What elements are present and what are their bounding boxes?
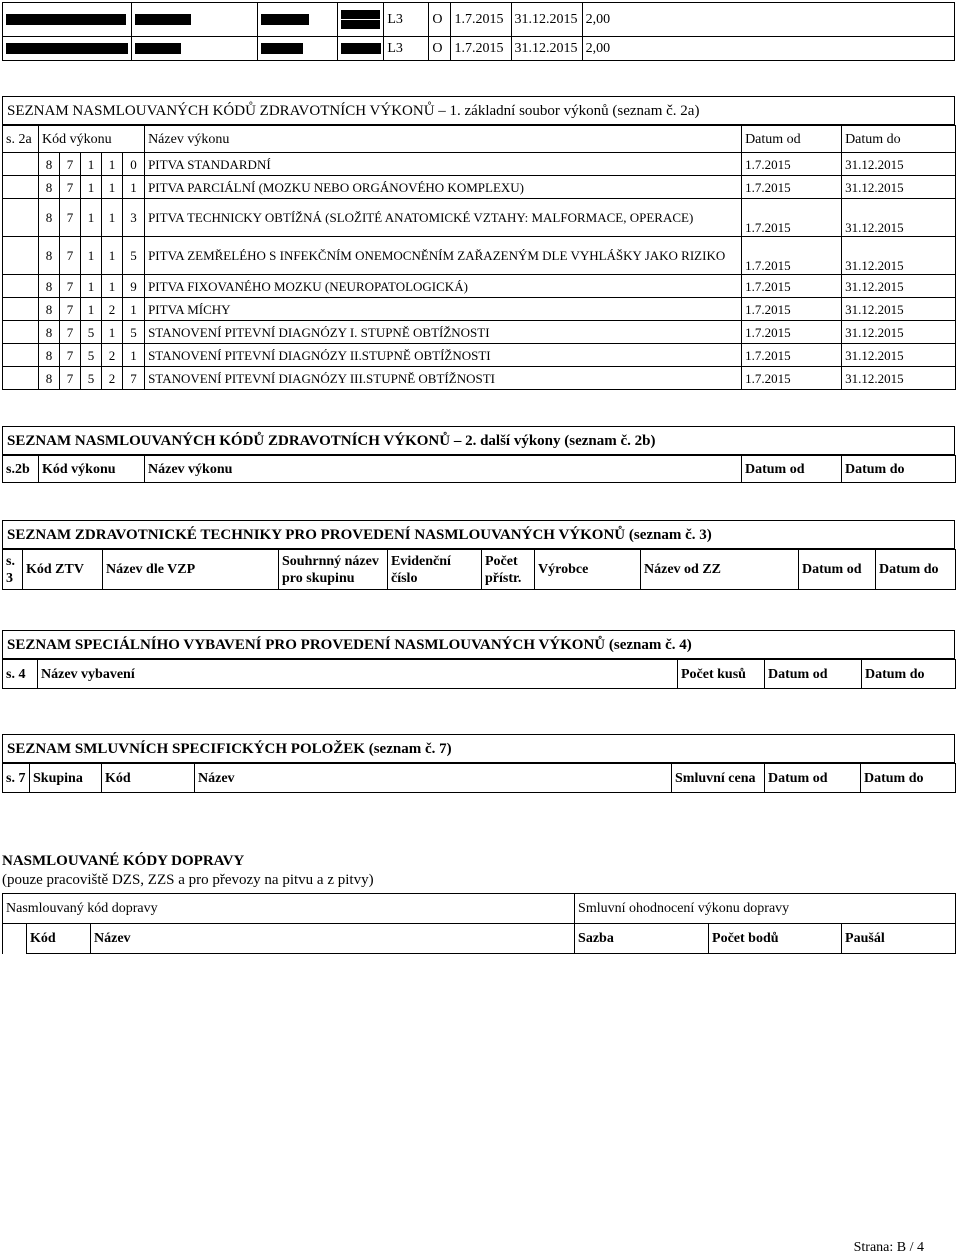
redacted-cell <box>338 3 384 37</box>
row-date-to: 31.12.2015 <box>842 176 956 199</box>
code-digit: 1 <box>102 237 123 275</box>
table-row <box>3 176 956 199</box>
top-from: 1.7.2015 <box>451 37 511 61</box>
row-date-from: 1.7.2015 <box>742 344 842 367</box>
col-name: Název <box>91 924 575 954</box>
col-lump: Paušál <box>842 924 956 954</box>
col-vzp: Název dle VZP <box>103 550 279 590</box>
list-2b-title: SEZNAM NASMLOUVANÝCH KÓDŮ ZDRAVOTNÍCH VÝKONŮ – 2. další výkony (seznam č. 2b) <box>2 426 955 455</box>
code-digit: 1 <box>102 176 123 199</box>
row-date-from: 1.7.2015 <box>742 199 842 237</box>
col-ztv: Kód ZTV <box>23 550 103 590</box>
col-group: Skupina <box>30 764 102 793</box>
col-group: Souhrnný název pro skupinu <box>279 550 388 590</box>
row-date-to: 31.12.2015 <box>842 199 956 237</box>
row-spacer <box>3 153 39 176</box>
code-digit: 7 <box>60 176 81 199</box>
row-date-to: 31.12.2015 <box>842 153 956 176</box>
code-digit: 7 <box>60 153 81 176</box>
col-to: Datum do <box>842 456 956 483</box>
transport-subtitle: (pouze pracoviště DZS, ZZS a pro převozy na pitvu a z pitvy) <box>2 872 374 888</box>
row-name: STANOVENÍ PITEVNÍ DIAGNÓZY II.STUPNĚ OBTÍŽNOSTI <box>145 344 742 367</box>
transport-section <box>2 852 955 954</box>
row-spacer <box>3 176 39 199</box>
redacted-cell <box>132 37 258 61</box>
row-name: PITVA STANDARDNÍ <box>145 153 742 176</box>
list-7-header <box>3 764 956 793</box>
col-name: Název výkonu <box>145 456 742 483</box>
code-digit: 7 <box>60 275 81 298</box>
row-spacer <box>3 344 39 367</box>
redacted-cell <box>3 3 132 37</box>
code-digit: 2 <box>102 298 123 321</box>
code-digit: 7 <box>60 321 81 344</box>
col-s: s. 3 <box>3 550 23 590</box>
code-digit: 8 <box>39 153 60 176</box>
top-row <box>3 3 955 37</box>
code-digit: 5 <box>123 321 145 344</box>
col-s: s. 4 <box>3 660 38 689</box>
code-digit: 1 <box>123 298 145 321</box>
list-4 <box>2 630 955 689</box>
col-name: Název vybavení <box>38 660 678 689</box>
row-name: PITVA PARCIÁLNÍ (MOZKU NEBO ORGÁNOVÉHO KOMPLEXU) <box>145 176 742 199</box>
list-4-title: SEZNAM SPECIÁLNÍHO VYBAVENÍ PRO PROVEDENÍ NASMLOUVANÝCH VÝKONŮ (seznam č. 4) <box>2 630 955 659</box>
code-digit: 1 <box>102 275 123 298</box>
transport-header-left: Nasmlouvaný kód dopravy <box>3 894 575 924</box>
row-name: PITVA TECHNICKY OBTÍŽNÁ (SLOŽITÉ ANATOMICKÉ VZTAHY: MALFORMACE, OPERACE) <box>145 199 742 237</box>
table-row <box>3 367 956 390</box>
col-from: Datum od <box>799 550 876 590</box>
col-name: Název výkonu <box>145 126 742 153</box>
redacted-cell <box>132 3 258 37</box>
top-type: O <box>429 37 451 61</box>
code-digit: 1 <box>102 153 123 176</box>
top-to: 31.12.2015 <box>511 37 582 61</box>
col-count: Počet přístr. <box>482 550 535 590</box>
top-code: L3 <box>384 3 429 37</box>
code-digit: 8 <box>39 199 60 237</box>
table-row <box>3 298 956 321</box>
code-digit: 8 <box>39 176 60 199</box>
list-2b-header <box>3 456 956 483</box>
top-redacted-table <box>2 2 955 61</box>
code-digit: 7 <box>123 367 145 390</box>
col-from: Datum od <box>765 764 861 793</box>
row-date-from: 1.7.2015 <box>742 367 842 390</box>
code-digit: 7 <box>60 298 81 321</box>
row-spacer <box>3 199 39 237</box>
col-from: Datum od <box>765 660 862 689</box>
top-row <box>3 37 955 61</box>
table-row <box>3 199 956 237</box>
list-3-header <box>3 550 956 590</box>
code-digit: 9 <box>123 275 145 298</box>
row-date-from: 1.7.2015 <box>742 237 842 275</box>
row-spacer <box>3 321 39 344</box>
row-name: PITVA FIXOVANÉHO MOZKU (NEUROPATOLOGICKÁ) <box>145 275 742 298</box>
code-digit: 7 <box>60 199 81 237</box>
table-row <box>3 321 956 344</box>
transport-header-right: Smluvní ohodnocení výkonu dopravy <box>575 894 956 924</box>
row-date-to: 31.12.2015 <box>842 298 956 321</box>
top-from: 1.7.2015 <box>451 3 511 37</box>
row-date-to: 31.12.2015 <box>842 275 956 298</box>
col-rate: Sazba <box>575 924 709 954</box>
col-price: Smluvní cena <box>672 764 765 793</box>
col-to: Datum do <box>861 764 956 793</box>
list-2a-header <box>3 126 956 153</box>
code-digit: 5 <box>123 237 145 275</box>
code-digit: 7 <box>60 367 81 390</box>
code-digit: 1 <box>81 199 102 237</box>
list-7-title: SEZNAM SMLUVNÍCH SPECIFICKÝCH POLOŽEK (seznam č. 7) <box>2 734 955 763</box>
col-maker: Výrobce <box>535 550 641 590</box>
transport-columns <box>3 924 956 954</box>
row-spacer <box>3 367 39 390</box>
top-type: O <box>429 3 451 37</box>
top-to: 31.12.2015 <box>511 3 582 37</box>
table-row <box>3 153 956 176</box>
code-digit: 3 <box>123 199 145 237</box>
top-value: 2,00 <box>582 37 954 61</box>
code-digit: 1 <box>81 298 102 321</box>
code-digit: 5 <box>81 344 102 367</box>
col-name: Název <box>195 764 672 793</box>
redacted-cell <box>258 37 338 61</box>
col-code: Kód <box>102 764 195 793</box>
list-2a-title: SEZNAM NASMLOUVANÝCH KÓDŮ ZDRAVOTNÍCH VÝKONŮ – 1. základní soubor výkonů (seznam č. 2a) <box>2 96 955 125</box>
row-spacer <box>3 275 39 298</box>
code-digit: 2 <box>102 367 123 390</box>
redacted-cell <box>338 37 384 61</box>
col-count: Počet kusů <box>678 660 765 689</box>
code-digit: 2 <box>102 344 123 367</box>
row-date-to: 31.12.2015 <box>842 321 956 344</box>
code-digit: 8 <box>39 344 60 367</box>
code-digit: 8 <box>39 275 60 298</box>
row-name: PITVA MÍCHY <box>145 298 742 321</box>
col-code: Kód výkonu <box>39 456 145 483</box>
table-row <box>3 237 956 275</box>
row-name: STANOVENÍ PITEVNÍ DIAGNÓZY I. STUPNĚ OBTÍŽNOSTI <box>145 321 742 344</box>
col-to: Datum do <box>862 660 956 689</box>
col-code: Kód <box>27 924 91 954</box>
top-code: L3 <box>384 37 429 61</box>
row-date-to: 31.12.2015 <box>842 367 956 390</box>
code-digit: 8 <box>39 321 60 344</box>
list-4-header <box>3 660 956 689</box>
col-code: Kód výkonu <box>39 126 145 153</box>
code-digit: 5 <box>81 321 102 344</box>
col-s: s. 2a <box>3 126 39 153</box>
row-name: PITVA ZEMŘELÉHO S INFEKČNÍM ONEMOCNĚNÍM ZAŘAZENÝM DLE VYHLÁŠKY JAKO RIZIKO <box>145 237 742 275</box>
col-from: Datum od <box>742 456 842 483</box>
col-evid: Evidenční číslo <box>388 550 482 590</box>
row-date-from: 1.7.2015 <box>742 298 842 321</box>
table-row <box>3 344 956 367</box>
code-digit: 1 <box>102 199 123 237</box>
row-name: STANOVENÍ PITEVNÍ DIAGNÓZY III.STUPNĚ OBTÍŽNOSTI <box>145 367 742 390</box>
transport-spacer <box>3 924 27 954</box>
list-3 <box>2 520 955 590</box>
transport-title: NASMLOUVANÉ KÓDY DOPRAVY <box>2 853 245 869</box>
list-7 <box>2 734 955 793</box>
row-spacer <box>3 237 39 275</box>
col-zz: Název od ZZ <box>641 550 799 590</box>
row-date-from: 1.7.2015 <box>742 321 842 344</box>
code-digit: 5 <box>81 367 102 390</box>
code-digit: 1 <box>81 275 102 298</box>
col-from: Datum od <box>742 126 842 153</box>
row-date-from: 1.7.2015 <box>742 153 842 176</box>
code-digit: 1 <box>102 321 123 344</box>
list-2a <box>2 96 955 390</box>
code-digit: 7 <box>60 344 81 367</box>
redacted-cell <box>258 3 338 37</box>
code-digit: 7 <box>60 237 81 275</box>
col-to: Datum do <box>842 126 956 153</box>
row-date-from: 1.7.2015 <box>742 275 842 298</box>
code-digit: 8 <box>39 367 60 390</box>
code-digit: 1 <box>123 176 145 199</box>
code-digit: 1 <box>81 176 102 199</box>
list-2a-body <box>3 153 956 390</box>
col-to: Datum do <box>876 550 956 590</box>
code-digit: 0 <box>123 153 145 176</box>
page-number: Strana: B / 4 <box>853 1240 924 1255</box>
code-digit: 1 <box>123 344 145 367</box>
row-date-to: 31.12.2015 <box>842 237 956 275</box>
code-digit: 8 <box>39 298 60 321</box>
col-s: s.2b <box>3 456 39 483</box>
code-digit: 1 <box>81 237 102 275</box>
row-date-to: 31.12.2015 <box>842 344 956 367</box>
code-digit: 8 <box>39 237 60 275</box>
top-value: 2,00 <box>582 3 954 37</box>
col-points: Počet bodů <box>709 924 842 954</box>
redacted-cell <box>3 37 132 61</box>
transport-header <box>3 894 956 924</box>
list-3-title: SEZNAM ZDRAVOTNICKÉ TECHNIKY PRO PROVEDENÍ NASMLOUVANÝCH VÝKONŮ (seznam č. 3) <box>2 520 955 549</box>
row-spacer <box>3 298 39 321</box>
table-row <box>3 275 956 298</box>
code-digit: 1 <box>81 153 102 176</box>
row-date-from: 1.7.2015 <box>742 176 842 199</box>
list-2b <box>2 426 955 483</box>
col-s: s. 7 <box>3 764 30 793</box>
